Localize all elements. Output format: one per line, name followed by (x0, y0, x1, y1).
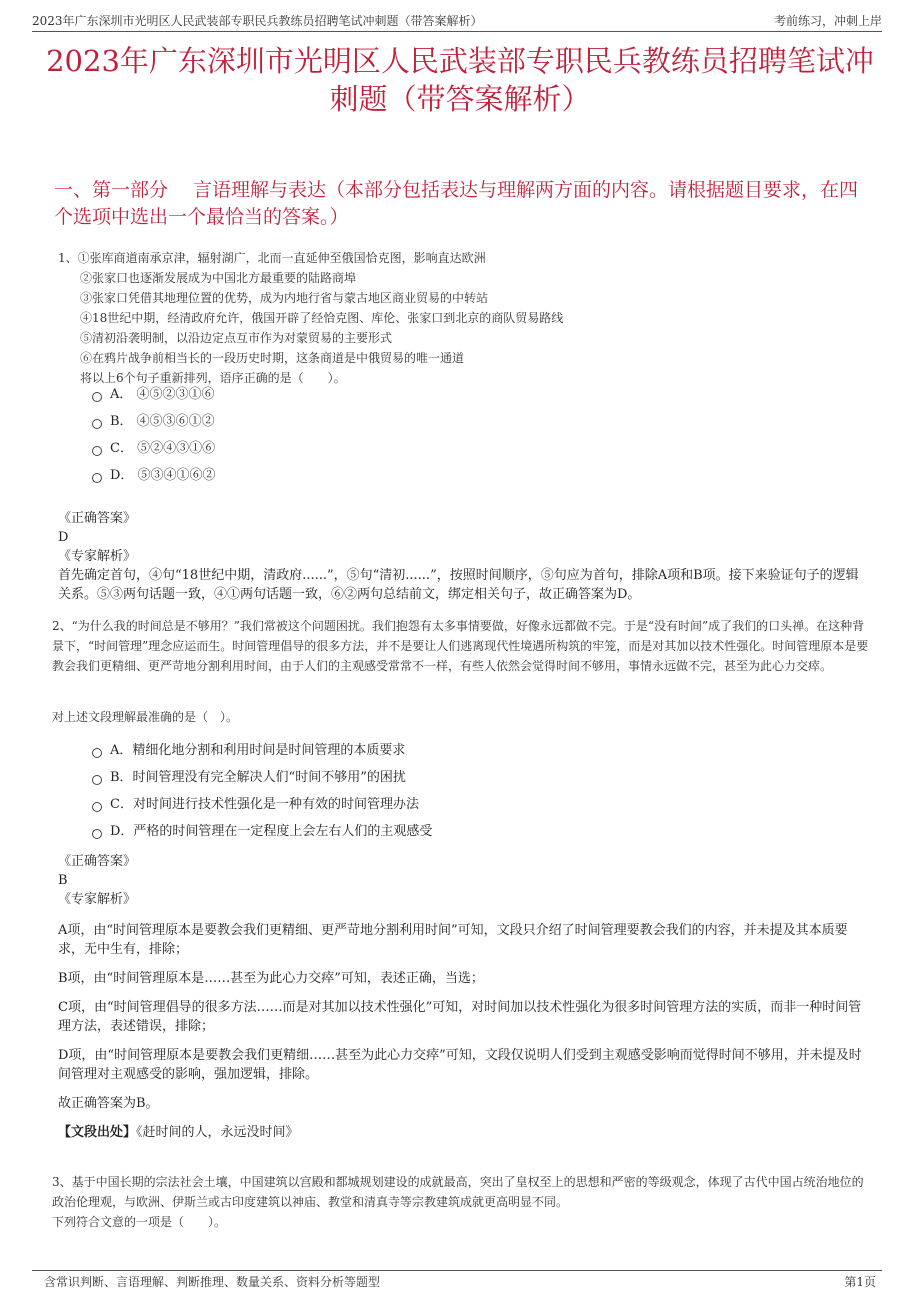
radio-icon[interactable] (92, 419, 102, 429)
option-label: C．对时间进行技术性强化是一种有效的时间管理办法 (110, 797, 419, 812)
q1-option-d[interactable] (92, 467, 216, 485)
analysis-text: 首先确定首句，④句“18世纪中期，清政府......”，⑤句“清初......”，按照时间顺序，⑤句应为首句，排除A项和B项。接下来验证句子的逻辑关系。⑤③两句话题一致，④①两句话题一致，⑥②两句总结前文，绑定相关句子，故正确答案为D。 (58, 568, 859, 602)
q2-option-b[interactable] (92, 769, 406, 787)
analysis-label: 《专家解析》 (58, 892, 137, 907)
radio-icon[interactable] (92, 392, 102, 402)
q1-line: ④18世纪中期，经清政府允许，俄国开辟了经恰克图、库伦、张家口到北京的商队贸易路线 (80, 311, 564, 325)
page-number: 第1页 (844, 1275, 876, 1289)
q1-line: ⑥在鸦片战争前相当长的一段历史时期，这条商道是中俄贸易的唯一通道 (80, 351, 465, 365)
option-label: B．时间管理没有完全解决人们“时间不够用”的困扰 (110, 770, 406, 785)
footer-description: 含常识判断、言语理解、判断推理、数量关系、资料分析等题型 (44, 1275, 381, 1289)
document-title: 2023年广东深圳市光明区人民武装部专职民兵教练员招聘笔试冲刺题（带答案解析） (46, 44, 874, 116)
q1-answer-block (58, 509, 868, 604)
radio-icon[interactable] (92, 446, 102, 456)
option-label: B． ④⑤③⑥①② (110, 414, 215, 429)
analysis-paragraph: 故正确答案为B。 (58, 1096, 159, 1111)
q1-stem: 将以上6个句子重新排列，语序正确的是（ ）。 (80, 371, 346, 385)
q1-option-b[interactable] (92, 413, 215, 431)
q1-line: 1、①张库商道南承京津，辐射湖广，北而一直延伸至俄国恰克图，影响直达欧洲 (58, 251, 486, 265)
q3-passage: 3、基于中国长期的宗法社会土壤，中国建筑以宫殿和都城规划建设的成就最高，突出了皇权至上的思想和严密的等级观念，体现了古代中国占统治地位的政治伦理观，与欧洲、伊斯兰或古印度建筑以神庙、教堂和清真寺等宗教建筑成就更高明显不同。 (52, 1175, 864, 1209)
question-1 (58, 248, 868, 388)
option-label: C． ⑤②④③①⑥ (110, 441, 216, 456)
q2-option-c[interactable] (92, 796, 419, 814)
analysis-paragraph: C项，由“时间管理倡导的很多方法……而是对其加以技术性强化”可知，对时间加以技术性强化为很多时间管理方法的实质，而非一种时间管理方法，表述错误，排除； (58, 1000, 862, 1034)
q1-line: ⑤清初沿袭明制，以沿边定点互市作为对蒙贸易的主要形式 (80, 331, 393, 345)
footer-divider (32, 1270, 882, 1271)
source-label: 【文段出处】 (58, 1125, 137, 1140)
header-divider (32, 31, 882, 32)
section-heading: 一、第一部分 言语理解与表达（本部分包括表达与理解两方面的内容。请根据题目要求，在四个选项中选出一个最恰当的答案。） (54, 179, 859, 228)
radio-icon[interactable] (92, 802, 102, 812)
q2-answer-block (58, 852, 868, 1142)
q1-line: ②张家口也逐渐发展成为中国北方最重要的陆路商埠 (80, 271, 357, 285)
option-label: A． ④⑤②③①⑥ (110, 387, 215, 402)
q1-option-a[interactable] (92, 386, 215, 404)
analysis-paragraph: B项，由“时间管理原本是……甚至为此心力交瘁”可知，表述正确，当选； (58, 971, 484, 986)
q2-stem: 对上述文段理解最准确的是（ ）。 (52, 710, 239, 724)
answer-value: D (58, 530, 69, 545)
q2-option-a[interactable] (92, 742, 405, 760)
q2-passage: 2、“为什么我的时间总是不够用？”我们常被这个问题困扰。我们抱怨有太多事情要做，好像永远都做不完。于是“没有时间”成了我们的口头禅。在这种背景下，“时间管理”理念应运而生。时间管理倡导的很多方法，并不是要让人们逃离现代性境遇所构筑的牢笼，而是对其加以技术性强化。时间管理原本是要教会我们更精细、更严苛地分割利用时间，由于人们的主观感受常常不一样，有些人依然会觉得时间不够用，事情永远做不完，甚至为此心力交瘁。 (52, 619, 869, 673)
source-line (58, 1123, 868, 1142)
analysis-label: 《专家解析》 (58, 549, 137, 564)
option-label: D． ⑤③④①⑥② (110, 468, 216, 483)
radio-icon[interactable] (92, 473, 102, 483)
option-label: A．精细化地分割和利用时间是时间管理的本质要求 (110, 743, 406, 758)
radio-icon[interactable] (92, 775, 102, 785)
page-header-slogan: 考前练习，冲刺上岸 (773, 14, 882, 28)
q1-line: ③张家口凭借其地理位置的优势，成为内地行省与蒙古地区商业贸易的中转站 (80, 291, 489, 305)
option-label: D．严格的时间管理在一定程度上会左右人们的主观感受 (110, 824, 433, 839)
q2-option-d[interactable] (92, 823, 432, 841)
answer-value: B (58, 873, 68, 888)
radio-icon[interactable] (92, 748, 102, 758)
answer-label: 《正确答案》 (58, 854, 137, 869)
q3-stem: 下列符合文意的一项是（ ）。 (52, 1215, 227, 1229)
radio-icon[interactable] (92, 829, 102, 839)
page-header-title: 2023年广东深圳市光明区人民武装部专职民兵教练员招聘笔试冲刺题（带答案解析） (32, 14, 483, 28)
answer-label: 《正确答案》 (58, 511, 137, 526)
analysis-paragraph: A项，由“时间管理原本是要教会我们更精细、更严苛地分割利用时间”可知，文段只介绍了时间管理要教会我们的内容，并未提及其本质要求，无中生有，排除； (58, 923, 848, 957)
q1-option-c[interactable] (92, 440, 215, 458)
source-title: 《赶时间的人，永远没时间》 (136, 1125, 299, 1140)
analysis-paragraph: D项，由“时间管理原本是要教会我们更精细……甚至为此心力交瘁”可知，文段仅说明人们受到主观感受影响而觉得时间不够用，并未提及时间管理对主观感受的影响，强加逻辑，排除。 (58, 1048, 862, 1082)
